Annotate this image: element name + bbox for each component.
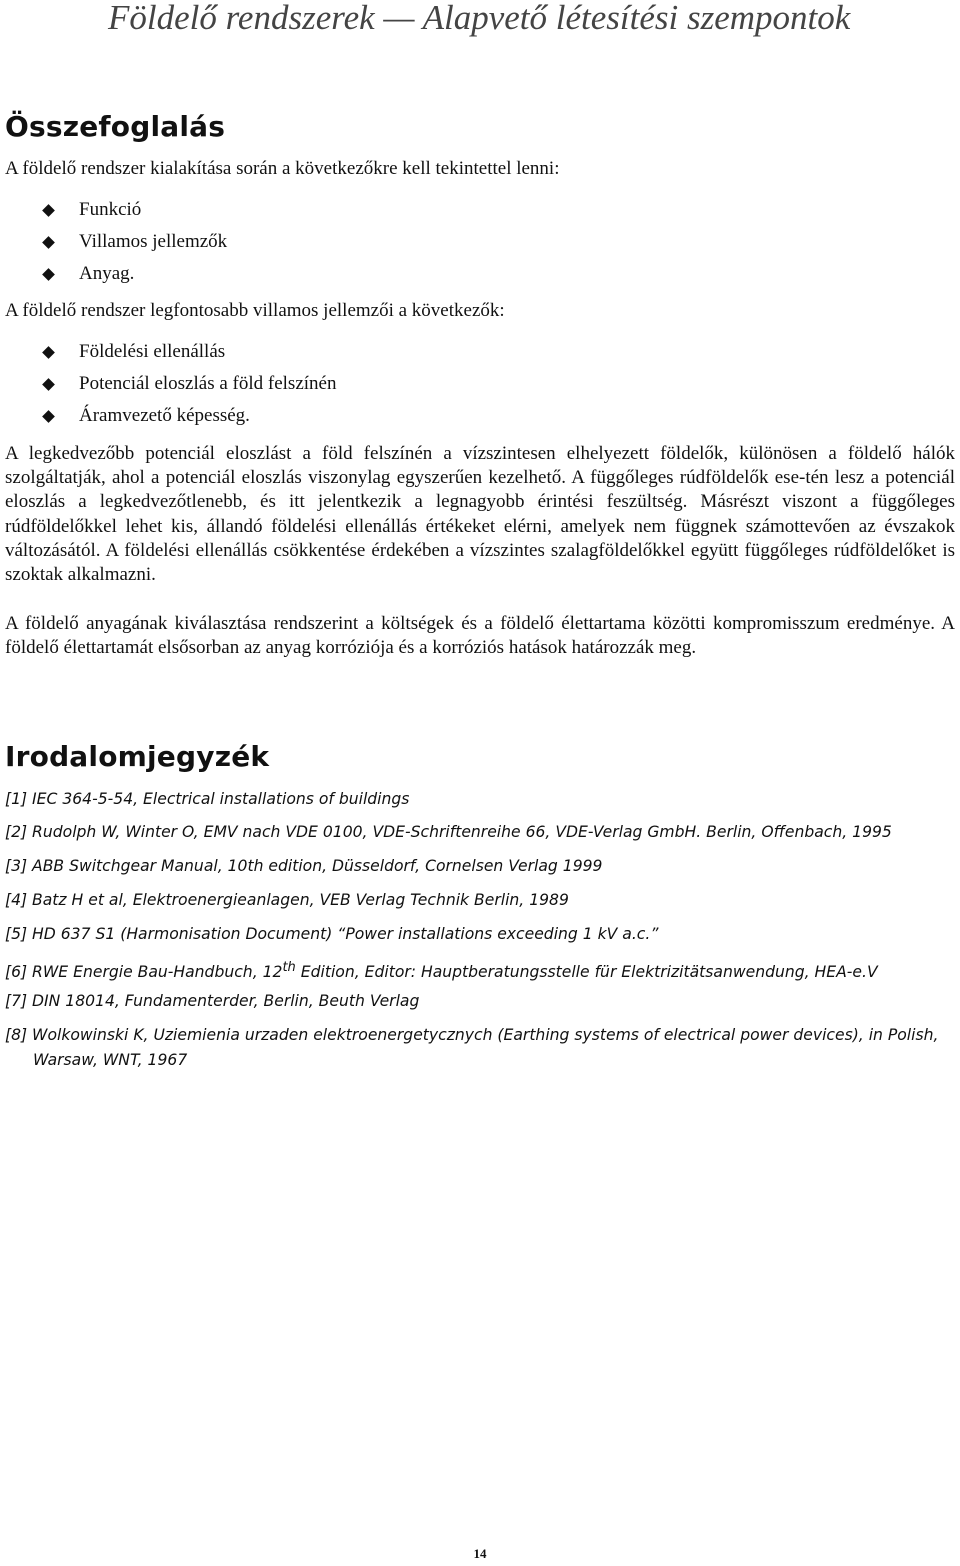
summary-heading: Összefoglalás — [5, 110, 226, 143]
diamond-bullet-icon — [42, 204, 55, 217]
reference-superscript: th — [282, 960, 296, 975]
reference-item: [3] ABB Switchgear Manual, 10th edition, Düsseldorf, Cornelsen Verlag 1999 — [5, 857, 603, 875]
summary-paragraph-2: A földelő anyagának kiválasztása rendszerint a költségek és a földelő élettartama közötti kompromisszum eredménye. A földelő élettartamát elsősorban az anyag korróziója és a korróziós hatások határozzák meg. — [5, 613, 955, 659]
page-number: 14 — [473, 1546, 487, 1561]
reference-item — [5, 1023, 938, 1073]
list-item-label: Potenciál eloszlás a föld felszínén — [79, 373, 337, 394]
list-item — [40, 404, 336, 436]
reference-text: [8] Wolkowinski K, Uziemienia urzaden elektroenergetycznych (Earthing systems of electrical power devices), in Polish, — [5, 1026, 939, 1044]
diamond-bullet-icon — [42, 268, 55, 281]
electrical-characteristics-list — [40, 340, 336, 436]
reference-item: [5] HD 637 S1 (Harmonisation Document) “Power installations exceeding 1 kV a.c.” — [5, 925, 659, 943]
reference-text: Edition, Editor: Hauptberatungsstelle für Elektrizitätsanwendung, HEA-e.V — [295, 963, 878, 982]
list-item — [40, 262, 227, 294]
reference-continuation: Warsaw, WNT, 1967 — [33, 1051, 188, 1069]
list-item — [40, 372, 336, 404]
reference-item: [1] IEC 364-5-54, Electrical installations of buildings — [5, 790, 410, 808]
list-item — [40, 230, 227, 262]
summary-intro: A földelő rendszer kialakítása során a következőkre kell tekintettel lenni: — [5, 158, 560, 179]
list-item-label: Áramvezető képesség. — [79, 405, 250, 426]
diamond-bullet-icon — [42, 410, 55, 423]
summary-paragraph-1: A legkedvezőbb potenciál eloszlást a föld felszínén a vízszintesen elhelyezett földelők, különösen a földelő hálók szolgáltatják, ahol a potenciál eloszlás viszonylag egyszerűen kezelhető. A függőleges rúdföldelők ese-tén lesz a potenciál eloszlás a legkedvezőtlenebb, és itt jelentkezik a legnagyobb érintési feszültség. Másrészt viszont a függőleges rúdföldelőkkel lehet kis, állandó földelési ellenállás értékeket elérni, amelyek nem függnek számottevően az évszakok változásától. A földelési ellenállás csökkentése érdekében a vízszintes szalagföldelőkkel együtt függőleges rúdföldelőket is szoktak alkalmazni. — [5, 443, 955, 586]
list-item — [40, 198, 227, 230]
diamond-bullet-icon — [42, 378, 55, 391]
list-item — [40, 340, 336, 372]
list-item-label: Földelési ellenállás — [79, 341, 226, 362]
characteristics-list — [40, 198, 227, 294]
list-item-label: Funkció — [79, 199, 142, 220]
running-header-title: Földelő rendszerek — Alapvető létesítési szempontok — [108, 0, 851, 37]
diamond-bullet-icon — [42, 236, 55, 249]
diamond-bullet-icon — [42, 346, 55, 359]
reference-item: [7] DIN 18014, Fundamenterder, Berlin, Beuth Verlag — [5, 992, 420, 1010]
summary-intro-2: A földelő rendszer legfontosabb villamos jellemzői a következők: — [5, 300, 505, 321]
reference-text: [6] RWE Energie Bau-Handbuch, 12 — [5, 963, 283, 982]
list-item-label: Anyag. — [79, 263, 135, 284]
reference-item: [4] Batz H et al, Elektroenergieanlagen, VEB Verlag Technik Berlin, 1989 — [5, 891, 569, 909]
references-heading: Irodalomjegyzék — [5, 740, 270, 773]
reference-item — [5, 955, 878, 985]
reference-item: [2] Rudolph W, Winter O, EMV nach VDE 0100, VDE-Schriftenreihe 66, VDE-Verlag GmbH. Berlin, Offenbach, 1995 — [5, 823, 892, 841]
list-item-label: Villamos jellemzők — [79, 231, 228, 252]
